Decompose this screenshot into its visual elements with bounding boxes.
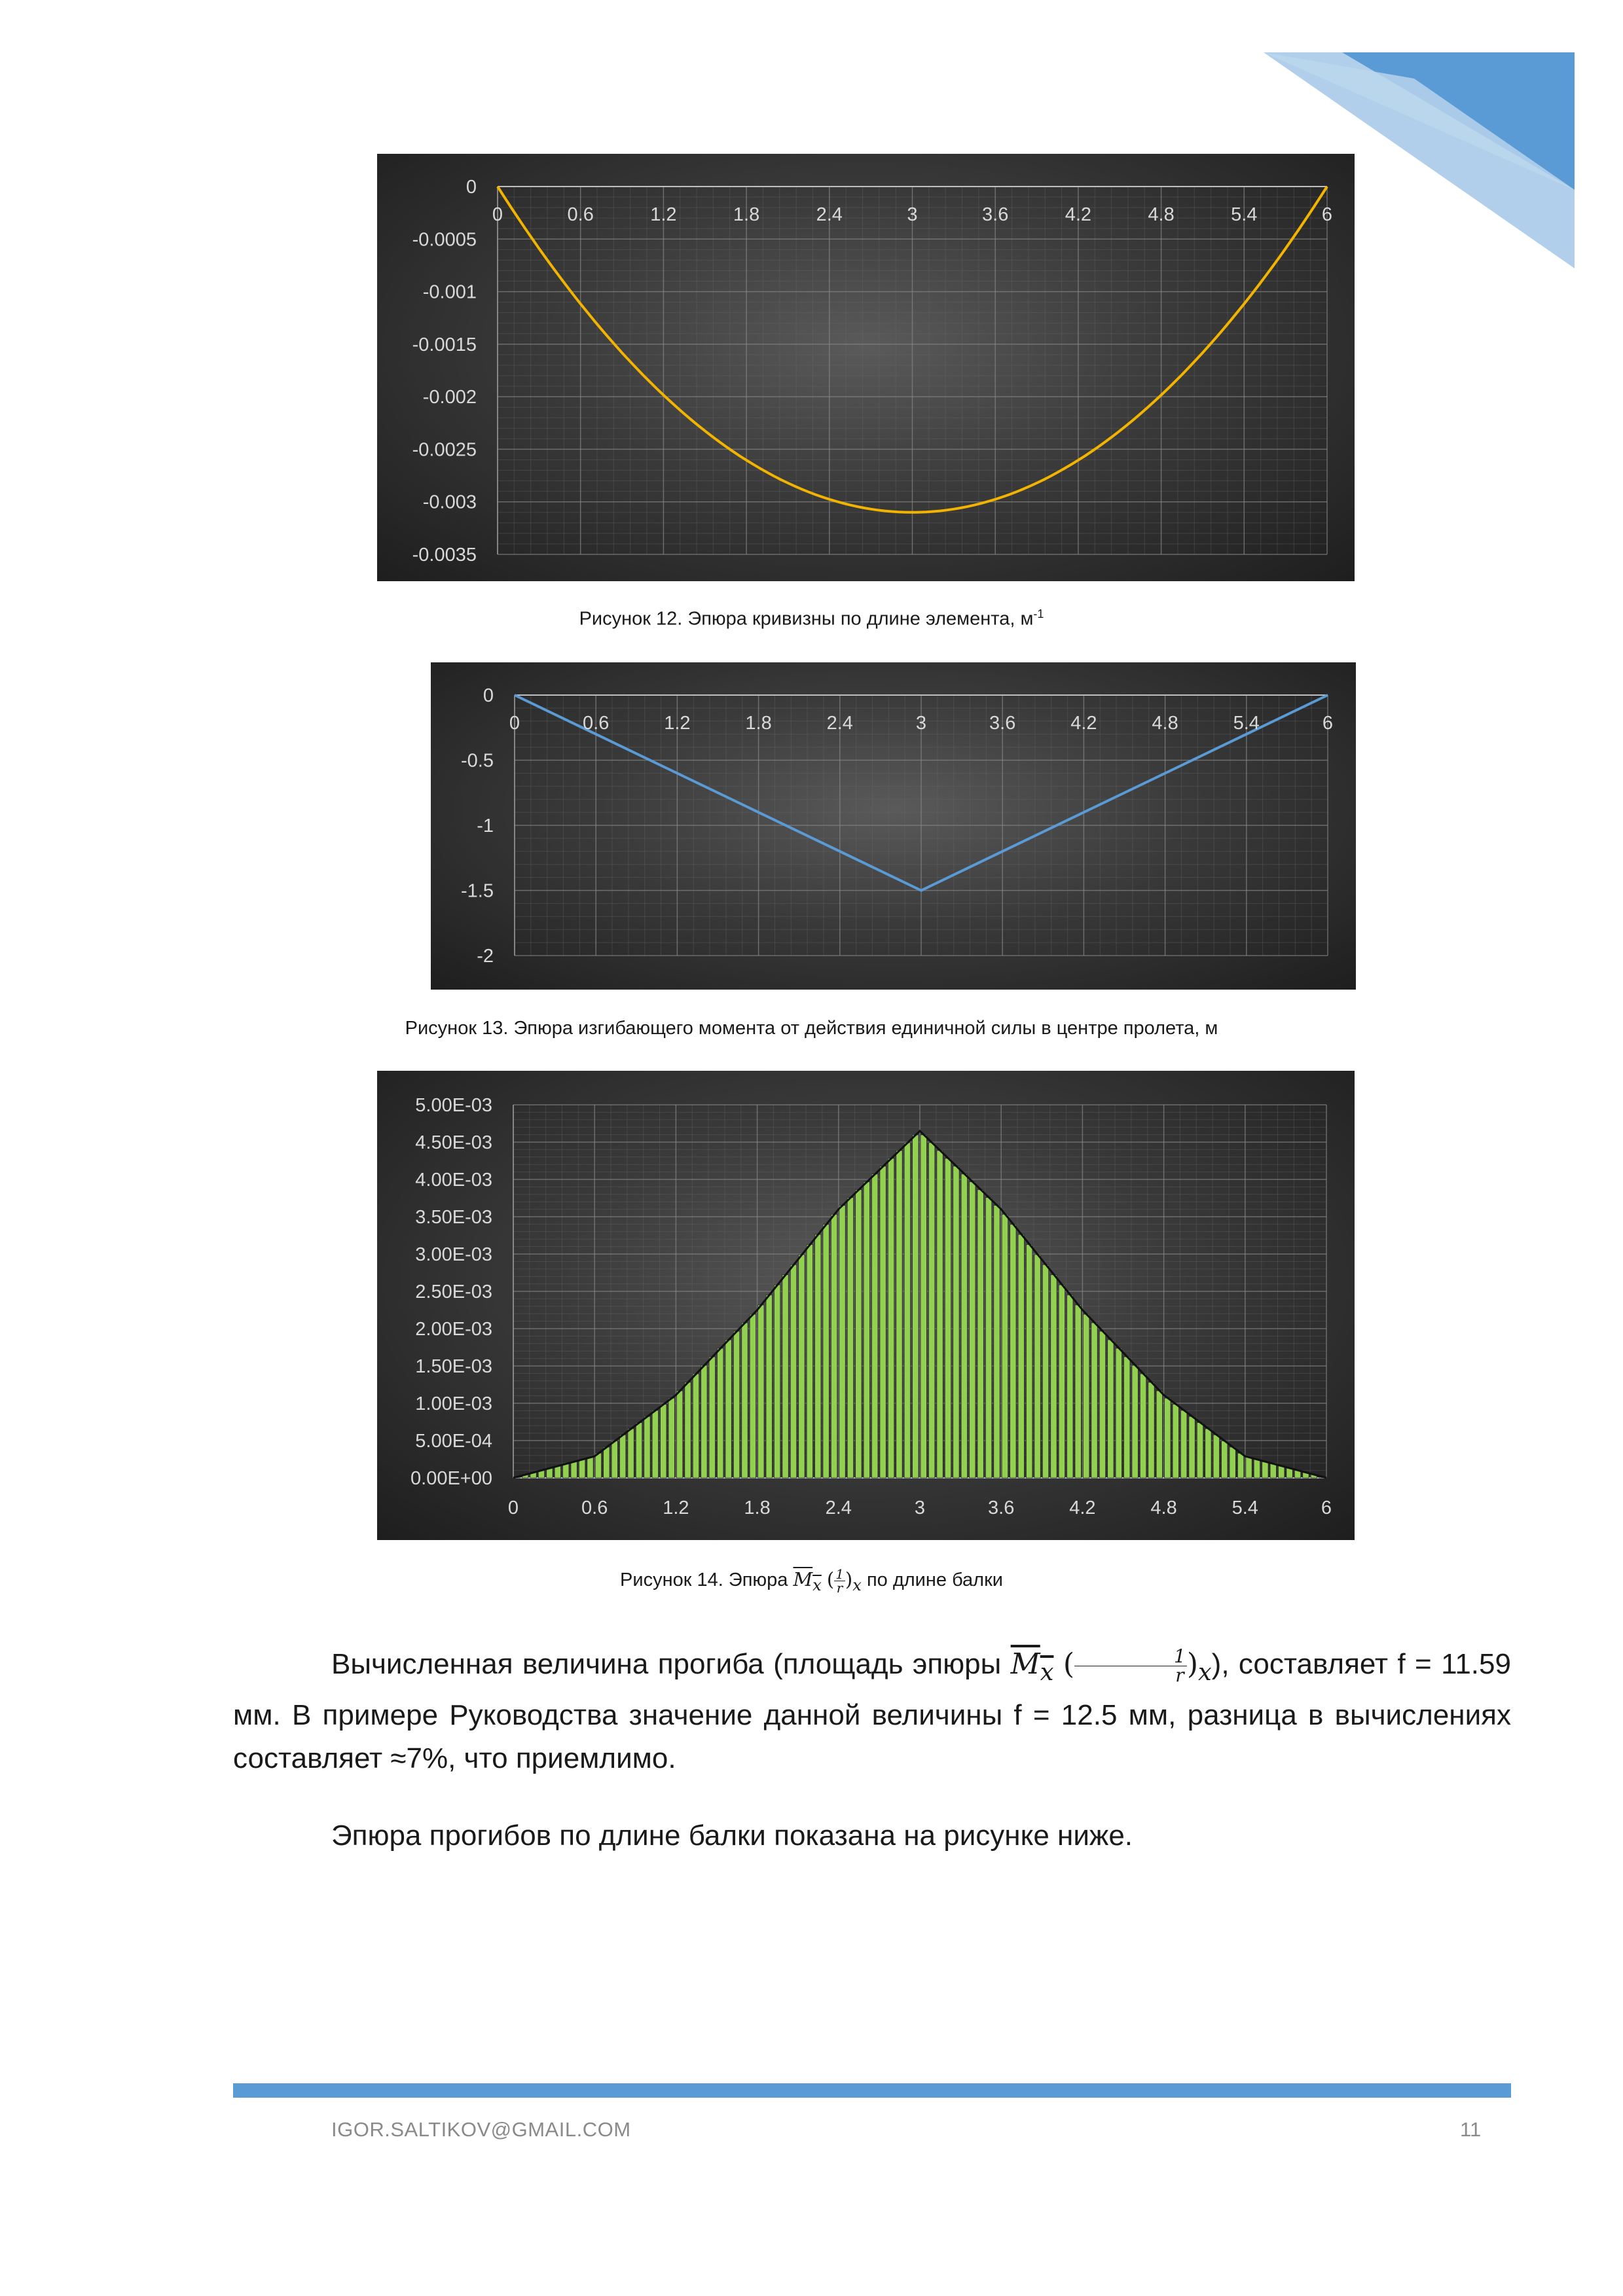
- area-bar: [750, 1314, 756, 1478]
- area-bar: [1173, 1404, 1178, 1478]
- area-bar: [839, 1206, 845, 1478]
- area-bar: [628, 1429, 634, 1478]
- area-bar: [1230, 1447, 1235, 1478]
- area-bar: [1246, 1458, 1252, 1478]
- x-tick-label: 2.4: [825, 1498, 852, 1518]
- area-bar: [864, 1182, 869, 1478]
- x-tick-label: 1.8: [745, 713, 772, 734]
- y-tick-label: 2.50E-03: [415, 1282, 492, 1302]
- moment-symbol: $M_x$: [793, 1568, 822, 1594]
- area-bar: [1270, 1464, 1276, 1478]
- page-number: 11: [1460, 2118, 1482, 2141]
- x-tick-label: 3.6: [982, 204, 1009, 225]
- area-bar: [928, 1143, 934, 1478]
- area-bar: [1091, 1323, 1097, 1478]
- area-bar: [1083, 1314, 1089, 1478]
- area-bar: [1018, 1234, 1024, 1478]
- area-bar: [1099, 1331, 1105, 1478]
- area-bar: [977, 1190, 983, 1478]
- y-tick-label: 1.50E-03: [415, 1356, 492, 1377]
- y-tick-label: -0.0015: [412, 334, 477, 355]
- area-bar: [790, 1265, 796, 1478]
- area-bar: [652, 1410, 658, 1478]
- area-bar: [619, 1435, 625, 1478]
- area-bar: [823, 1225, 829, 1478]
- area-bar: [742, 1323, 748, 1478]
- area-bar: [1180, 1410, 1186, 1478]
- area-bar: [799, 1255, 805, 1478]
- x-tick-label: 6: [1321, 1498, 1332, 1518]
- area-bar: [1197, 1423, 1203, 1478]
- x-tick-label: 5.4: [1231, 1498, 1258, 1518]
- x-tick-label: 3: [915, 713, 927, 734]
- area-bar: [1262, 1462, 1268, 1478]
- area-bar: [758, 1305, 764, 1478]
- y-tick-label: -1: [477, 816, 494, 836]
- area-bar: [661, 1404, 666, 1478]
- area-bar: [1237, 1453, 1243, 1478]
- area-bar: [579, 1460, 585, 1478]
- area-bar: [587, 1458, 593, 1478]
- y-tick-label: -0.0005: [412, 229, 477, 251]
- area-bar: [994, 1206, 1000, 1478]
- y-tick-label: 3.00E-03: [415, 1244, 492, 1265]
- y-tick-label: 5.00E-04: [415, 1431, 492, 1452]
- area-bar: [807, 1244, 812, 1478]
- figure-12-caption: Рисунок 12. Эпюра кривизны по длине элемента, $м^{-1}$: [579, 607, 1044, 630]
- y-tick-label: -0.002: [422, 387, 477, 408]
- x-tick-label: 4.2: [1065, 204, 1092, 225]
- x-tick-label: 3.6: [989, 713, 1016, 734]
- x-tick-label: 1.2: [663, 1498, 689, 1518]
- area-bar: [636, 1423, 642, 1478]
- y-tick-label: 1.00E-03: [415, 1393, 492, 1414]
- area-bar: [1108, 1340, 1114, 1478]
- area-bar: [1042, 1265, 1048, 1478]
- area-bar: [880, 1166, 886, 1478]
- y-tick-label: 4.00E-03: [415, 1170, 492, 1191]
- unit-moment-chart: [431, 662, 1356, 990]
- result-paragraph: Вычисленная величина прогиба (площадь эпюры $M_x$ ( $\frac{1}{r}$ )$_x$), составляет f = 11.59 мм. В примере Руководства значение данной величины f = 12.5 мм, разница в вычислениях составляет ≈7%, что приемлимо.: [233, 1645, 1511, 1774]
- x-tick-label: 0.6: [567, 204, 594, 225]
- x-tick-label: 3: [914, 1498, 926, 1518]
- x-tick-label: 1.2: [664, 713, 691, 734]
- area-bar: [831, 1214, 837, 1478]
- area-bar: [766, 1295, 772, 1478]
- area-bar: [970, 1182, 976, 1478]
- y-tick-label: -2: [477, 946, 494, 967]
- area-bar: [1116, 1348, 1122, 1478]
- x-tick-label: 5.4: [1231, 204, 1258, 225]
- x-tick-label: 0.6: [581, 1498, 608, 1518]
- y-tick-label: 0: [483, 685, 494, 706]
- x-tick-label: 0: [509, 713, 520, 734]
- y-tick-label: -0.0035: [412, 545, 477, 565]
- area-bar: [1034, 1255, 1040, 1478]
- y-tick-label: 2.00E-03: [415, 1319, 492, 1340]
- x-tick-label: 2.4: [826, 713, 853, 734]
- area-bar: [961, 1174, 967, 1478]
- x-tick-label: 6: [1321, 204, 1333, 225]
- area-bar: [1051, 1275, 1057, 1478]
- figure-13-caption: Рисунок 13. Эпюра изгибающего момента от действия единичной силы в центре пролета, м: [405, 1018, 1218, 1039]
- x-tick-label: 4.2: [1069, 1498, 1096, 1518]
- area-bar: [595, 1453, 601, 1478]
- area-bar: [921, 1135, 926, 1478]
- x-tick-label: 1.2: [650, 204, 677, 225]
- x-tick-label: 0.6: [583, 713, 610, 734]
- curvature-chart-svg: [377, 154, 1355, 581]
- area-bar: [1010, 1225, 1016, 1478]
- product-diagram-chart: [377, 1071, 1355, 1540]
- area-bar: [1254, 1460, 1260, 1478]
- x-tick-label: 2.4: [816, 204, 843, 225]
- x-tick-label: 0: [507, 1498, 519, 1518]
- area-bar: [1278, 1466, 1284, 1478]
- y-tick-label: -0.001: [422, 281, 477, 303]
- x-tick-label: 0: [492, 204, 503, 225]
- area-bar: [1222, 1441, 1228, 1478]
- area-bar: [888, 1158, 894, 1478]
- area-bar: [725, 1340, 731, 1478]
- footer-email: IGOR.SALTIKOV@GMAIL.COM: [331, 2118, 631, 2141]
- area-bar: [676, 1391, 682, 1478]
- x-tick-label: 3: [907, 204, 918, 225]
- footer-bar: [233, 2083, 1511, 2098]
- area-bar: [871, 1174, 877, 1478]
- y-tick-label: -1.5: [461, 880, 494, 902]
- area-bar: [913, 1135, 919, 1478]
- area-bar: [709, 1357, 715, 1478]
- x-tick-label: 4.8: [1148, 204, 1175, 225]
- one-over-r-fraction: $\frac{1}{r}$: [835, 1566, 844, 1596]
- area-bar: [571, 1462, 577, 1478]
- deflection-intro-paragraph: Эпюра прогибов по длине балки показана на рисунке ниже.: [331, 1820, 1133, 1852]
- x-tick-label: 4.2: [1070, 713, 1097, 734]
- area-bar: [1148, 1382, 1154, 1478]
- y-tick-label: -0.5: [461, 750, 494, 772]
- area-bar: [1067, 1295, 1073, 1478]
- y-tick-label: 3.50E-03: [415, 1207, 492, 1228]
- y-tick-label: 0.00E+00: [410, 1468, 492, 1489]
- area-bar: [1026, 1244, 1032, 1478]
- area-bar: [1124, 1357, 1130, 1478]
- area-bar: [1213, 1435, 1219, 1478]
- x-tick-label: 1.8: [733, 204, 760, 225]
- area-bar: [1002, 1214, 1008, 1478]
- x-tick-label: 4.8: [1150, 1498, 1177, 1518]
- y-tick-label: -0.0025: [412, 439, 477, 461]
- area-bar: [856, 1190, 862, 1478]
- x-tick-label: 6: [1322, 713, 1334, 734]
- area-bar: [1165, 1398, 1171, 1478]
- area-bar: [1075, 1305, 1081, 1478]
- area-bar: [693, 1374, 699, 1478]
- area-bar: [1156, 1391, 1162, 1478]
- area-bar: [945, 1158, 951, 1478]
- unit-moment-chart-svg: [431, 662, 1356, 990]
- area-bar: [782, 1275, 788, 1478]
- area-bar: [604, 1447, 610, 1478]
- area-bar: [815, 1234, 821, 1478]
- y-tick-label: 5.00E-03: [415, 1095, 492, 1116]
- area-bar: [847, 1198, 853, 1478]
- area-bar: [563, 1464, 569, 1478]
- area-bar: [904, 1143, 910, 1478]
- figure-14-caption: Рисунок 14. Эпюра $M_x$ ( $\frac{1}{r}$ )$_x$ по длине балки: [620, 1566, 1003, 1596]
- x-tick-label: 5.4: [1233, 713, 1260, 734]
- area-bar: [733, 1331, 739, 1478]
- area-bar: [1132, 1365, 1138, 1478]
- curvature-chart: [377, 154, 1355, 581]
- area-bar: [896, 1151, 902, 1478]
- x-tick-label: 4.8: [1152, 713, 1178, 734]
- area-bar: [611, 1441, 617, 1478]
- area-bar: [1059, 1285, 1065, 1478]
- area-bar: [953, 1166, 959, 1478]
- area-bar: [1189, 1416, 1195, 1478]
- area-bar: [774, 1285, 780, 1478]
- y-tick-label: 4.50E-03: [415, 1132, 492, 1153]
- area-bar: [668, 1398, 674, 1478]
- area-bar: [718, 1348, 723, 1478]
- x-tick-label: 1.8: [744, 1498, 771, 1518]
- product-diagram-chart-svg: [377, 1071, 1355, 1540]
- y-tick-label: 0: [465, 177, 477, 198]
- area-bar: [1205, 1429, 1211, 1478]
- x-tick-label: 3.6: [988, 1498, 1015, 1518]
- area-bar: [555, 1466, 560, 1478]
- area-bar: [985, 1198, 991, 1478]
- area-bar: [644, 1416, 650, 1478]
- area-bar: [937, 1151, 943, 1478]
- area-bar: [685, 1382, 691, 1478]
- area-bar: [701, 1365, 707, 1478]
- y-tick-label: -0.003: [422, 492, 477, 513]
- area-bar: [1140, 1374, 1146, 1478]
